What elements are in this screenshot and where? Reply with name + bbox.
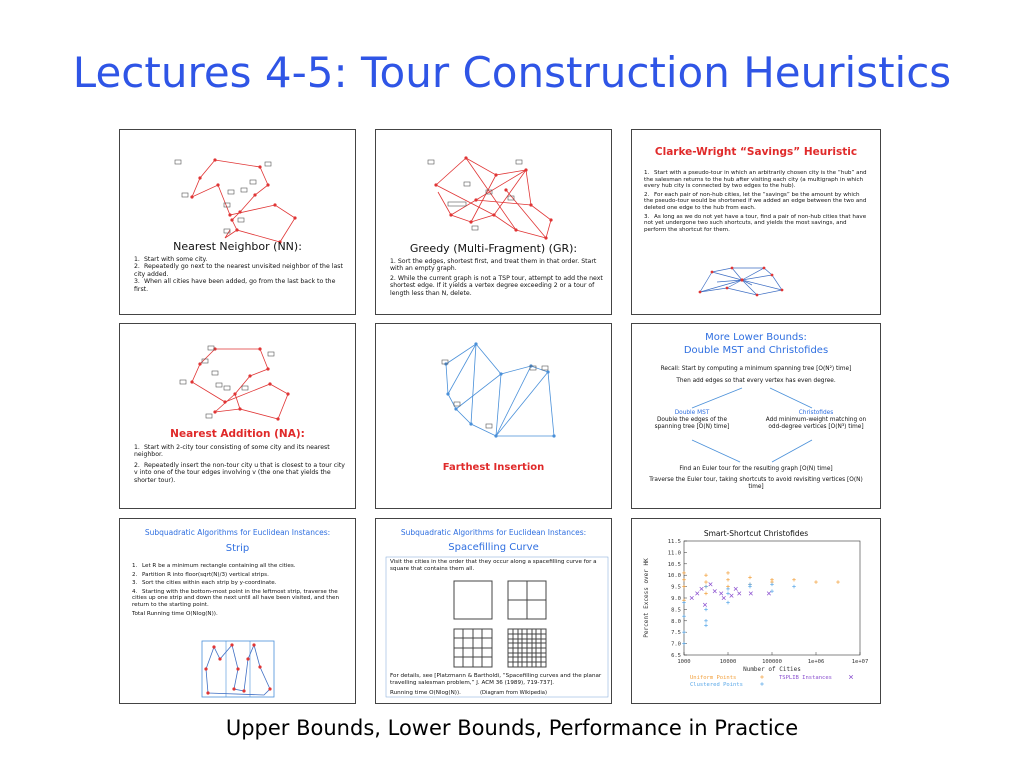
sfc-running-time: Running time O(Nlog(N)). [390, 690, 461, 696]
y-tick-label: 8.0 [671, 618, 681, 625]
cw-title: Clarke-Wright “Savings” Heuristic [654, 146, 858, 158]
na-title: Nearest Addition (NA): [170, 428, 305, 440]
y-tick-label: 10.5 [667, 561, 681, 568]
y-tick-label: 11.0 [667, 550, 681, 557]
lb-christofides-head: Christofides [798, 410, 834, 416]
thumb-smart-shortcut-christofides[interactable] [631, 518, 881, 704]
lb-title-line1: More Lower Bounds: [705, 332, 807, 343]
lb-title-line2: Double MST and Christofides [683, 345, 829, 356]
cw-figure [632, 130, 880, 314]
x-tick-label: 10000 [719, 659, 737, 665]
thumb-greedy[interactable] [375, 129, 612, 315]
ssc-title: Smart-Shortcut Christofides [703, 529, 809, 538]
strip-figure [120, 519, 355, 703]
nn-list: 1. Start with some city. 2. Repeatedly go next to the nearest unvisited neighbor of the last city added. 3. When all cities have been added, go from the last back to the first. [134, 256, 343, 293]
strip-subtitle: Subquadratic Algorithms for Euclidean Instances: [144, 528, 331, 537]
y-tick-label: 9.5 [671, 584, 681, 591]
thumb-lower-bounds[interactable] [631, 323, 881, 509]
sfc-subtitle: Subquadratic Algorithms for Euclidean Instances: [400, 528, 587, 537]
ssc-chart [632, 519, 880, 703]
slide-footer: Upper Bounds, Lower Bounds, Performance in Practice [225, 716, 799, 740]
x-tick-label: 1e+06 [807, 659, 825, 665]
thumb-nearest-addition[interactable] [119, 323, 356, 509]
legend-label: Uniform Points [690, 675, 737, 681]
legend-label: TSPLIB Instances [779, 675, 832, 681]
sfc-credit: (Diagram from Wikipedia) [480, 690, 547, 696]
lb-double-mst-body: Double the edges of the spanning tree [O(N) time] [654, 417, 730, 431]
y-tick-label: 8.5 [671, 607, 681, 614]
y-tick-label: 7.0 [671, 641, 681, 648]
y-tick-label: 10.0 [667, 573, 681, 580]
lb-recall: Recall: Start by computing a minimum spanning tree [O(N²) time] [660, 366, 852, 372]
legend-label: Clustered Points [690, 682, 743, 688]
y-tick-label: 7.5 [671, 630, 681, 637]
thumb-clarke-wright[interactable] [631, 129, 881, 315]
y-tick-label: 9.0 [671, 596, 681, 602]
x-tick-label: 100000 [762, 659, 782, 665]
fi-tour-figure [376, 324, 611, 508]
thumb-spacefilling[interactable] [375, 518, 612, 704]
x-tick-label: 1e+07 [851, 659, 869, 665]
y-tick-label: 11.5 [667, 539, 681, 545]
sfc-details: For details, see [Platzmann & Bartholdi, “Spacefilling curves and the planar travelling salesman problem,” J. ACM 36 (1989), 719-737]. [390, 673, 602, 686]
greedy-list: 1. Sort the edges, shortest first, and treat them in that order. Start with an empty graph. 2. While the current graph is not a TSP tour, attempt to add the next shortest edge. If it yields a vertex degree exceeding 2 or a tour of length less than N, delete. [390, 258, 603, 297]
lb-euler: Find an Euler tour for the resulting graph [O(N) time] [679, 466, 833, 472]
y-axis-label: Percent Excess over HK [643, 558, 650, 638]
y-tick-label: 6.5 [671, 653, 681, 659]
nn-title: Nearest Neighbor (NN): [173, 240, 302, 253]
lb-christofides-body: Add minimum-weight matching on odd-degree vertices [O(N³) time] [765, 417, 867, 431]
strip-list: 1. Let R be a minimum rectangle containing all the cities. 2. Partition R into floor(sqrt(N)/3) vertical strips. 3. Sort the cities within each strip by y-coordinate. 4. Starting with the bottom-most point in the leftmost strip, traverse the cities up one strip and down the next until all have been visited, and then return to the starting point. Total Running time O(Nlog(N)). [132, 563, 340, 617]
thumb-farthest-insertion[interactable] [375, 323, 612, 509]
strip-title: Strip [225, 543, 250, 554]
thumb-nearest-neighbor[interactable] [119, 129, 356, 315]
thumb-strip[interactable] [119, 518, 356, 704]
lb-then: Then add edges so that every vertex has even degree. [676, 378, 836, 384]
x-tick-label: 1000 [677, 659, 691, 665]
sfc-title: Spacefilling Curve [448, 542, 539, 553]
cw-list: 1. Start with a pseudo-tour in which an arbitrarily chosen city is the “hub” and the salesman returns to the hub after visiting each city (a multigraph in which every hub city is connected by two edges to the hub). 2. For each pair of non-hub cities, let the “savings” be the amount by which the pseudo-tour would be shortened if we added an edge between the two and deleted one edge to the hub from each. 3. As long as we do not yet have a tour, find a pair of non-hub cities that have not yet undergone two such shortcuts, and yields the most savings, and perform the shortcut for them. [644, 170, 867, 233]
greedy-title: Greedy (Multi-Fragment) (GR): [409, 242, 578, 255]
x-axis-label: Number of Cities [743, 666, 801, 673]
lb-traverse: Traverse the Euler tour, taking shortcuts to avoid revisiting vertices [O(N) time] [649, 477, 863, 491]
fi-title: Farthest Insertion [442, 462, 545, 473]
sfc-intro: Visit the cities in the order that they occur along a spacefilling curve for a square that contains them all. [390, 559, 597, 572]
slide-title: Lectures 4-5: Tour Construction Heuristics [72, 48, 952, 97]
lb-double-mst-head: Double MST [674, 410, 710, 416]
na-list: 1. Start with 2-city tour consisting of some city and its nearest neighbor. 2. Repeatedly insert the non-tour city u that is closest to a tour city v into one of the tour edges involving v (the one that yields the shorter tour). [134, 444, 345, 484]
chart-plot-frame [684, 541, 860, 655]
